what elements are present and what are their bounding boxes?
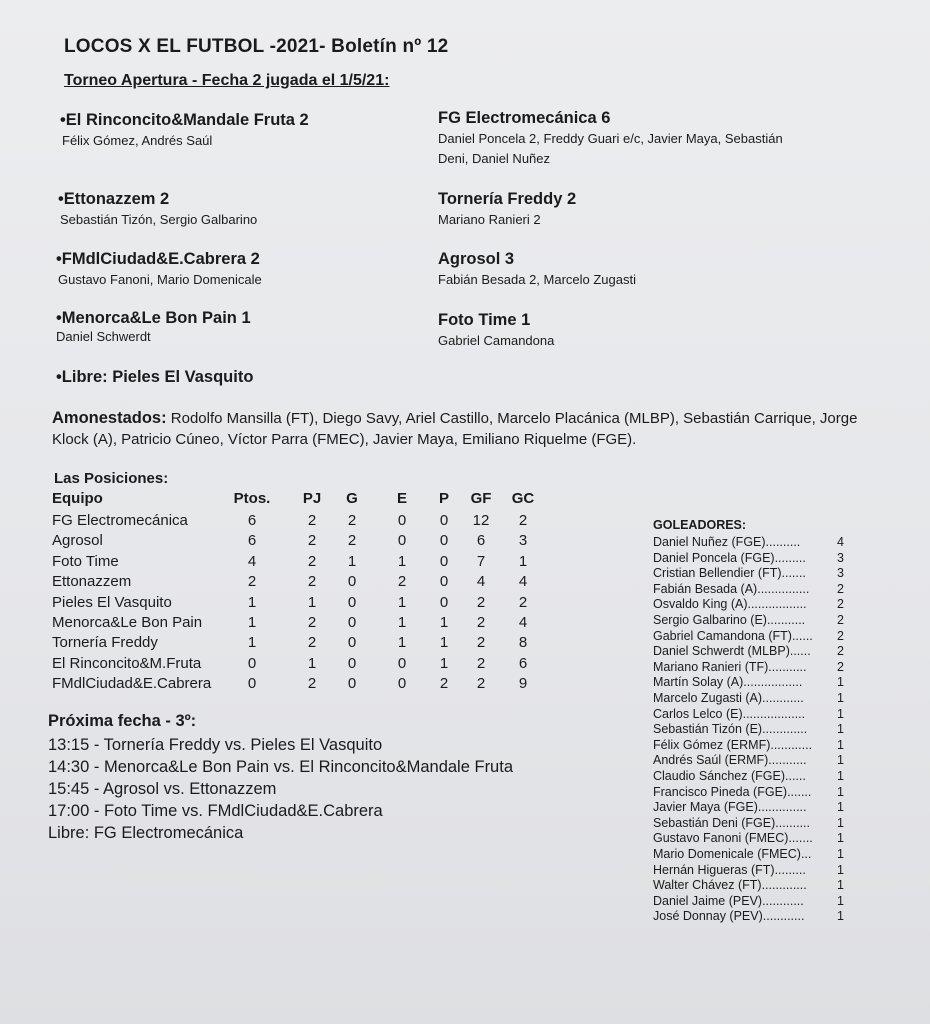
match-4-home-team: •Menorca&Le Bon Pain 1 bbox=[56, 309, 251, 327]
scorer-goals: 1 bbox=[837, 800, 844, 815]
standings-cell: Agrosol bbox=[52, 532, 103, 550]
scorer-goals: 2 bbox=[837, 613, 844, 627]
standings-cell: FG Electromecánica bbox=[52, 512, 188, 529]
scorer-name: José Donnay (PEV)............ bbox=[653, 909, 805, 924]
scorer-row bbox=[653, 660, 853, 676]
standings-cell: 0 bbox=[397, 512, 407, 529]
standings-cell: 1 bbox=[397, 552, 407, 570]
standings-cell: 2 bbox=[307, 512, 317, 529]
scorer-name: Mario Domenicale (FMEC)... bbox=[653, 847, 812, 861]
scorer-goals: 3 bbox=[837, 566, 844, 581]
standings-header-cell: G bbox=[346, 490, 358, 507]
standings-cell: Menorca&Le Bon Pain bbox=[52, 614, 203, 631]
standings-cell: 0 bbox=[247, 675, 257, 693]
cautioned-list: Rodolfo Mansilla (FT), Diego Savy, Ariel Castillo, Marcelo Placánica (MLBP), Sebastián Carrique, Jorge Klock (A), Patricio Cúneo, Víctor Parra (FMEC), Javier Maya, Emiliano Riquelme (FGE). bbox=[52, 410, 858, 448]
scorer-name: Gabriel Camandona (FT)...... bbox=[653, 628, 813, 643]
match-3-home-scorers: Gustavo Fanoni, Mario Domenicale bbox=[58, 272, 262, 287]
standings-cell: El Rinconcito&M.Fruta bbox=[52, 654, 202, 672]
scorer-row bbox=[653, 597, 853, 613]
scorer-name: Martín Solay (A)................. bbox=[653, 675, 803, 690]
fixture-bye-line: Libre: FG Electromecánica bbox=[48, 824, 244, 842]
standings-row bbox=[52, 553, 552, 573]
scorer-goals: 1 bbox=[837, 769, 844, 783]
standings-cell: 1 bbox=[518, 552, 528, 570]
scorer-name: Marcelo Zugasti (A)............ bbox=[653, 691, 804, 705]
standings-row bbox=[52, 614, 552, 634]
standings-cell: 1 bbox=[397, 614, 407, 631]
standings-cell: 1 bbox=[397, 634, 407, 652]
standings-title: Las Posiciones: bbox=[54, 470, 169, 487]
standings-cell: 2 bbox=[476, 634, 486, 652]
scorer-name: Daniel Nuñez (FGE).......... bbox=[653, 535, 801, 549]
standings-cell: 2 bbox=[307, 532, 317, 550]
scorer-row bbox=[653, 847, 853, 863]
standings-cell: 2 bbox=[518, 512, 528, 529]
match-1-home-scorers: Félix Gómez, Andrés Saúl bbox=[62, 133, 213, 148]
scorer-name: Francisco Pineda (FGE)....... bbox=[653, 784, 812, 799]
scorer-goals: 1 bbox=[837, 847, 844, 861]
match-3-home-team: •FMdlCiudad&E.Cabrera 2 bbox=[56, 250, 260, 268]
standings-cell: 1 bbox=[347, 552, 357, 570]
next-round-fixtures bbox=[48, 734, 513, 844]
scorer-goals: 3 bbox=[837, 550, 844, 565]
scorer-name: Fabián Besada (A)............... bbox=[653, 581, 810, 596]
standings-row bbox=[52, 655, 552, 675]
standings-header-cell: Equipo bbox=[52, 490, 103, 507]
scorer-row bbox=[653, 613, 853, 629]
scorer-row bbox=[653, 582, 853, 598]
top-scorers-title: GOLEADORES: bbox=[653, 518, 747, 532]
match-4-away-team: Foto Time 1 bbox=[438, 311, 531, 329]
scorer-name: Hernán Higueras (FT)......... bbox=[653, 862, 806, 877]
standings-cell: 4 bbox=[476, 573, 486, 591]
standings-cell: 2 bbox=[439, 675, 449, 693]
scorer-row bbox=[653, 816, 853, 832]
next-round-title: Próxima fecha - 3º: bbox=[48, 712, 197, 730]
scorer-goals: 4 bbox=[837, 535, 844, 549]
standings-cell: 2 bbox=[518, 593, 528, 611]
standings-row bbox=[52, 634, 552, 654]
standings-cell: 6 bbox=[518, 654, 528, 672]
standings-cell: 7 bbox=[476, 552, 486, 570]
standings-cell: 2 bbox=[307, 634, 317, 652]
standings-cell: 0 bbox=[439, 552, 449, 570]
standings-cell: 0 bbox=[347, 573, 357, 591]
tournament-subtitle: Torneo Apertura - Fecha 2 jugada el 1/5/21: bbox=[64, 72, 390, 89]
match-1-home-team: •El Rinconcito&Mandale Fruta 2 bbox=[60, 111, 309, 129]
scorer-name: Sergio Galbarino (E)........... bbox=[653, 613, 806, 627]
match-3-away-team: Agrosol 3 bbox=[438, 250, 515, 268]
scorer-goals: 1 bbox=[837, 862, 844, 877]
scorer-row bbox=[653, 831, 853, 847]
scorer-name: Sebastián Tizón (E)............. bbox=[653, 722, 808, 737]
standings-cell: 2 bbox=[476, 593, 486, 611]
match-3-away-scorers: Fabián Besada 2, Marcelo Zugasti bbox=[438, 272, 636, 287]
scorer-goals: 1 bbox=[837, 784, 844, 799]
match-2-home-team: •Ettonazzem 2 bbox=[58, 190, 170, 208]
standings-cell: 1 bbox=[439, 634, 449, 652]
standings-row bbox=[52, 532, 552, 552]
bye-team: •Libre: Pieles El Vasquito bbox=[56, 368, 254, 386]
match-2-away-scorers: Mariano Ranieri 2 bbox=[438, 212, 541, 227]
fixture-line: 15:45 - Agrosol vs. Ettonazzem bbox=[48, 780, 277, 798]
standings-cell: Ettonazzem bbox=[52, 573, 132, 591]
standings-cell: 2 bbox=[397, 573, 407, 591]
standings-row bbox=[52, 573, 552, 593]
standings-cell: 1 bbox=[247, 614, 257, 631]
scorer-row bbox=[653, 644, 853, 660]
scorer-row bbox=[653, 535, 853, 551]
fixture-line: 17:00 - Foto Time vs. FMdlCiudad&E.Cabrera bbox=[48, 802, 383, 820]
scorer-name: Claudio Sánchez (FGE)...... bbox=[653, 769, 806, 783]
match-2-home-scorers: Sebastián Tizón, Sergio Galbarino bbox=[60, 212, 258, 227]
standings-cell: 1 bbox=[247, 634, 257, 652]
standings-cell: 2 bbox=[307, 573, 317, 591]
standings-cell: 0 bbox=[397, 675, 407, 693]
standings-cell: 0 bbox=[347, 675, 357, 693]
standings-cell: 0 bbox=[397, 532, 407, 550]
scorer-goals: 2 bbox=[837, 659, 844, 674]
match-1-away-scorers: Daniel Poncela 2, Freddy Guari e/c, Javier Maya, Sebastián Deni, Daniel Nuñez bbox=[438, 131, 783, 166]
standings-row bbox=[52, 594, 552, 614]
match-1-away-team: FG Electromecánica 6 bbox=[438, 109, 611, 127]
standings-header-cell: E bbox=[396, 490, 407, 507]
standings-cell: 6 bbox=[247, 512, 257, 529]
standings-cell: 1 bbox=[247, 593, 257, 611]
scorer-row bbox=[653, 675, 853, 691]
standings-cell: 1 bbox=[439, 614, 449, 631]
scorer-goals: 2 bbox=[837, 597, 844, 612]
cautioned-players bbox=[52, 408, 872, 450]
scorer-goals: 1 bbox=[837, 675, 844, 690]
scorer-name: Carlos Lelco (E).................. bbox=[653, 706, 806, 721]
standings-cell: FMdlCiudad&E.Cabrera bbox=[52, 675, 212, 693]
scorer-row bbox=[653, 707, 853, 723]
scorer-name: Osvaldo King (A)................. bbox=[653, 597, 807, 612]
scorer-row bbox=[653, 769, 853, 785]
match-4-home-scorers: Daniel Schwerdt bbox=[56, 329, 151, 344]
scorer-row bbox=[653, 800, 853, 816]
scorer-row bbox=[653, 753, 853, 769]
standings-cell: 0 bbox=[439, 532, 449, 550]
bulletin-title: LOCOS X EL FUTBOL -2021- Boletín nº 12 bbox=[64, 36, 449, 57]
scorer-name: Daniel Schwerdt (MLBP)...... bbox=[653, 644, 811, 659]
standings-cell: Tornería Freddy bbox=[52, 634, 158, 652]
scorer-row bbox=[653, 894, 853, 910]
scorer-goals: 2 bbox=[837, 581, 844, 596]
standings-row bbox=[52, 512, 552, 532]
scorer-name: Félix Gómez (ERMF)............ bbox=[653, 737, 813, 752]
scorer-row bbox=[653, 863, 853, 879]
standings-cell: 0 bbox=[347, 593, 357, 611]
standings-cell: 2 bbox=[307, 614, 317, 631]
scorer-goals: 1 bbox=[837, 893, 844, 908]
standings-cell: Foto Time bbox=[52, 552, 119, 570]
standings-cell: Pieles El Vasquito bbox=[52, 593, 172, 611]
standings-cell: 0 bbox=[247, 654, 257, 672]
standings-cell: 6 bbox=[476, 532, 486, 550]
scorer-row bbox=[653, 878, 853, 894]
standings-cell: 2 bbox=[307, 675, 317, 693]
scorer-name: Mariano Ranieri (TF)........... bbox=[653, 659, 807, 674]
scorer-goals: 1 bbox=[837, 878, 844, 893]
standings-cell: 0 bbox=[439, 573, 449, 591]
scorer-name: Cristian Bellendier (FT)....... bbox=[653, 566, 806, 581]
scorer-goals: 1 bbox=[837, 815, 844, 830]
standings-cell: 2 bbox=[476, 675, 486, 693]
scorer-row bbox=[653, 909, 853, 925]
scorer-goals: 1 bbox=[837, 831, 844, 846]
standings-header-row bbox=[52, 490, 552, 510]
standings-cell: 2 bbox=[247, 573, 257, 591]
standings-cell: 2 bbox=[347, 512, 357, 529]
standings-row bbox=[52, 675, 552, 695]
scorer-row bbox=[653, 738, 853, 754]
standings-cell: 0 bbox=[439, 593, 449, 611]
scorer-goals: 1 bbox=[837, 691, 844, 705]
standings-cell: 0 bbox=[397, 654, 407, 672]
standings-header-cell: Ptos. bbox=[233, 490, 271, 507]
scorer-row bbox=[653, 691, 853, 707]
scorer-name: Gustavo Fanoni (FMEC)....... bbox=[653, 831, 813, 846]
standings-cell: 0 bbox=[439, 512, 449, 529]
standings-cell: 2 bbox=[476, 654, 486, 672]
standings-header-cell: GF bbox=[470, 490, 492, 507]
scorer-row bbox=[653, 629, 853, 645]
scorer-name: Andrés Saúl (ERMF)........... bbox=[653, 753, 807, 768]
scorer-row bbox=[653, 566, 853, 582]
scorer-goals: 1 bbox=[837, 706, 844, 721]
scorer-name: Walter Chávez (FT)............. bbox=[653, 878, 807, 893]
standings-cell: 0 bbox=[347, 634, 357, 652]
scorer-goals: 1 bbox=[837, 753, 844, 768]
standings-cell: 3 bbox=[518, 532, 528, 550]
fixture-line: 14:30 - Menorca&Le Bon Pain vs. El Rinconcito&Mandale Fruta bbox=[48, 758, 513, 776]
standings-header-cell: PJ bbox=[302, 490, 322, 507]
scorer-name: Daniel Jaime (PEV)............ bbox=[653, 893, 804, 908]
scorer-row bbox=[653, 722, 853, 738]
scorer-name: Sebastián Deni (FGE).......... bbox=[653, 815, 811, 830]
standings-header-cell: GC bbox=[511, 490, 535, 507]
cautioned-label: Amonestados: bbox=[52, 409, 167, 427]
standings-cell: 4 bbox=[518, 614, 528, 631]
standings-cell: 1 bbox=[397, 593, 407, 611]
scorer-goals: 1 bbox=[837, 737, 844, 752]
scorer-goals: 2 bbox=[837, 644, 844, 659]
standings-cell: 0 bbox=[347, 654, 357, 672]
scorer-name: Javier Maya (FGE).............. bbox=[653, 800, 807, 815]
standings-cell: 0 bbox=[347, 614, 357, 631]
standings-cell: 2 bbox=[307, 552, 317, 570]
standings-cell: 12 bbox=[472, 512, 490, 529]
standings-cell: 8 bbox=[518, 634, 528, 652]
standings-cell: 9 bbox=[518, 675, 528, 693]
scorer-goals: 2 bbox=[837, 628, 844, 643]
scorer-name: Daniel Poncela (FGE)......... bbox=[653, 550, 806, 565]
standings-cell: 1 bbox=[307, 593, 317, 611]
standings-cell: 2 bbox=[476, 614, 486, 631]
standings-cell: 4 bbox=[518, 573, 528, 591]
scorer-row bbox=[653, 785, 853, 801]
scorer-row bbox=[653, 551, 853, 567]
standings-cell: 4 bbox=[247, 552, 257, 570]
standings-cell: 2 bbox=[347, 532, 357, 550]
standings-cell: 1 bbox=[439, 654, 449, 672]
scorer-goals: 1 bbox=[837, 909, 844, 924]
scorer-goals: 1 bbox=[837, 722, 844, 737]
standings-cell: 6 bbox=[247, 532, 257, 550]
standings-cell: 1 bbox=[307, 654, 317, 672]
match-4-away-scorers: Gabriel Camandona bbox=[438, 333, 555, 348]
match-2-away-team: Tornería Freddy 2 bbox=[438, 190, 577, 208]
fixture-line: 13:15 - Tornería Freddy vs. Pieles El Vasquito bbox=[48, 736, 383, 754]
standings-header-cell: P bbox=[438, 490, 449, 507]
